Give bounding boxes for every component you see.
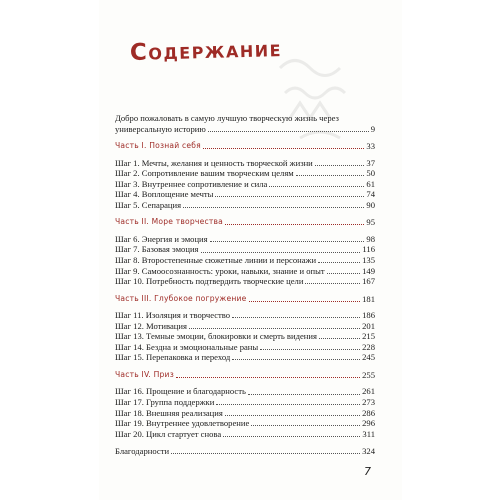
entry-page-number: 286: [362, 407, 375, 418]
page-folio-number: 7: [364, 465, 371, 478]
step-entry[interactable]: [115, 168, 375, 179]
dot-leader: [232, 359, 360, 360]
entry-page-number: 37: [366, 157, 375, 168]
entry-page-number: 98: [366, 233, 375, 244]
step-entry[interactable]: [115, 342, 375, 353]
part-heading-entry[interactable]: [115, 217, 375, 228]
part-heading-entry[interactable]: [115, 294, 375, 305]
spacer: [115, 363, 375, 370]
spacer: [115, 439, 375, 446]
step-entry[interactable]: [115, 189, 375, 200]
intro-entry[interactable]: [115, 124, 375, 135]
spacer: [115, 287, 375, 294]
entry-label: Шаг 3. Внутреннее сопротивление и сила: [115, 178, 268, 189]
dot-leader: [183, 207, 364, 208]
dot-leader: [189, 328, 360, 329]
dot-leader: [225, 224, 364, 225]
step-entry[interactable]: [115, 321, 375, 332]
parts-list: [115, 134, 375, 439]
step-entry[interactable]: [115, 200, 375, 211]
table-of-contents: [115, 113, 375, 457]
entry-label: Шаг 7. Базовая эмоция: [115, 244, 199, 255]
entry-label: Благодарности: [115, 446, 170, 457]
dot-leader: [305, 283, 360, 284]
step-entry[interactable]: [115, 397, 375, 408]
step-entry[interactable]: [115, 310, 375, 321]
dot-leader: [296, 175, 365, 176]
dot-leader: [249, 301, 361, 302]
entry-label: Часть I. Познай себя: [115, 141, 201, 151]
step-entry[interactable]: [115, 244, 375, 255]
dot-leader: [223, 436, 360, 437]
dot-leader: [203, 148, 365, 149]
entry-label: Шаг 1. Мечты, желания и ценность творческой жизни: [115, 157, 313, 168]
entry-page-number: 324: [362, 446, 375, 457]
dot-leader: [251, 425, 360, 426]
entry-label: Шаг 8. Второстепенные сюжетные линии и персонажи: [115, 255, 317, 266]
entry-label: Часть II. Море творчества: [115, 217, 224, 227]
step-entry[interactable]: [115, 352, 375, 363]
step-entry[interactable]: [115, 234, 375, 245]
entry-page-number: 9: [370, 123, 375, 134]
dot-leader: [269, 186, 364, 187]
entry-page-number: 61: [366, 178, 375, 189]
entry-page-number: 50: [366, 168, 375, 179]
entry-page-number: 33: [366, 141, 375, 152]
spacer: [115, 134, 375, 141]
page-title: Содержание: [129, 36, 283, 66]
dot-leader: [232, 317, 360, 318]
entry-label: Шаг 6. Энергия и эмоция: [115, 233, 208, 244]
entry-label: Шаг 9. Самоосознанность: уроки, навыки, знание и опыт: [115, 265, 325, 276]
entry-label: Шаг 18. Внешняя реализация: [115, 407, 223, 418]
entry-label: Шаг 5. Сепарация: [115, 199, 182, 210]
dot-leader: [260, 349, 360, 350]
dot-leader: [318, 262, 360, 263]
dot-leader: [201, 252, 361, 253]
part-heading-entry[interactable]: [115, 370, 375, 381]
dot-leader: [210, 241, 365, 242]
part-heading-entry[interactable]: [115, 141, 375, 152]
step-entry[interactable]: [115, 158, 375, 169]
entry-label: Шаг 19. Внутреннее удовлетворение: [115, 418, 250, 429]
step-entry[interactable]: [115, 266, 375, 277]
entry-label: Шаг 17. Группа поддержки: [115, 397, 215, 408]
step-entry[interactable]: [115, 386, 375, 397]
dot-leader: [225, 415, 360, 416]
entry-page-number: 74: [366, 189, 375, 200]
step-entry[interactable]: [115, 408, 375, 419]
entry-label: Шаг 20. Цикл стартует снова: [115, 428, 222, 439]
entry-page-number: 186: [362, 310, 375, 321]
entry-page-number: 95: [366, 217, 375, 228]
dot-leader: [319, 338, 360, 339]
dot-leader: [176, 377, 360, 378]
dot-leader: [248, 394, 360, 395]
intro-entry-line1: Добро пожаловать в самую лучшую творческую жизнь через: [115, 113, 339, 123]
entry-page-number: 181: [362, 293, 375, 304]
entry-page-number: 296: [362, 418, 375, 429]
entry-page-number: 167: [362, 276, 375, 287]
entry-label: Шаг 12. Мотивация: [115, 320, 187, 331]
entry-label: Шаг 2. Сопротивление вашим творческим целям: [115, 168, 294, 179]
entry-label: Шаг 11. Изоляция и творчество: [115, 310, 231, 321]
step-entry[interactable]: [115, 276, 375, 287]
entry-page-number: 116: [362, 244, 375, 255]
dot-leader: [315, 165, 365, 166]
entry-page-number: 261: [362, 386, 375, 397]
entry-page-number: 245: [362, 352, 375, 363]
entry-page-number: 228: [362, 341, 375, 352]
step-entry[interactable]: [115, 418, 375, 429]
entry-page-number: 201: [362, 320, 375, 331]
entry-label: Шаг 16. Прощение и благодарность: [115, 386, 246, 397]
entry-label: Шаг 4. Воплощение мечты: [115, 189, 214, 200]
step-entry[interactable]: [115, 255, 375, 266]
entry-page-number: 135: [362, 255, 375, 266]
entry-label: Часть IV. Приз: [115, 369, 174, 379]
step-entry[interactable]: [115, 179, 375, 190]
dot-leader: [216, 404, 360, 405]
step-entry[interactable]: [115, 331, 375, 342]
entry-page-number: 273: [362, 397, 375, 408]
dot-leader: [171, 453, 360, 454]
entry-label: Шаг 13. Темные эмоции, блокировки и смерть видения: [115, 331, 317, 342]
dot-leader: [215, 196, 364, 197]
dot-leader: [208, 131, 369, 132]
dot-leader: [327, 273, 360, 274]
entry-page-number: 149: [362, 265, 375, 276]
step-entry[interactable]: [115, 429, 375, 440]
acknowledgements-entry[interactable]: [115, 446, 375, 457]
entry-page-number: 311: [362, 428, 375, 439]
entry-label: Шаг 15. Перепаковка и переход: [115, 352, 231, 363]
entry-page-number: 215: [362, 331, 375, 342]
entry-label: Шаг 14. Бездна и эмоциональные раны: [115, 341, 259, 352]
entry-label: универсальную историю: [115, 123, 206, 134]
entry-label: Шаг 10. Потребность подтвердить творческие цели: [115, 276, 304, 287]
entry-page-number: 255: [362, 369, 375, 380]
entry-page-number: 90: [366, 199, 375, 210]
entry-label: Часть III. Глубокое погружение: [115, 293, 247, 303]
spacer: [115, 210, 375, 217]
